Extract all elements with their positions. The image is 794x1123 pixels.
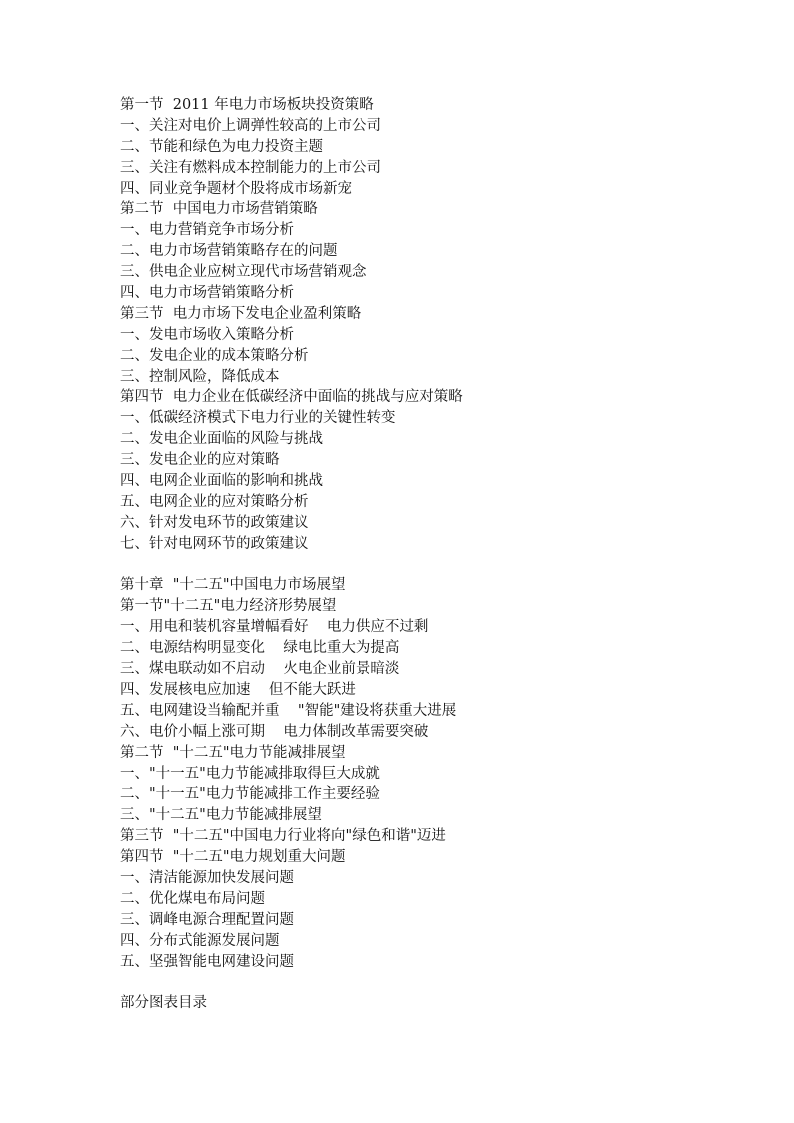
toc-entry: 二、电源结构明显变化 绿电比重大为提高 <box>120 640 400 657</box>
toc-entry: 三、发电企业的应对策略 <box>120 452 280 469</box>
toc-entry: 三、供电企业应树立现代市场营销观念 <box>120 264 367 281</box>
toc-entry: 第三节 "十二五"中国电力行业将向"绿色和谐"迈进 <box>120 828 446 845</box>
toc-entry: 三、控制风险，降低成本 <box>120 368 280 385</box>
toc-entry: 二、电力市场营销策略存在的问题 <box>120 243 338 260</box>
toc-entry: 四、电网企业面临的影响和挑战 <box>120 473 323 490</box>
toc-entry: 第四节 电力企业在低碳经济中面临的挑战与应对策略 <box>120 389 463 406</box>
toc-entry: 一、发电市场收入策略分析 <box>120 326 294 343</box>
toc-entry: 一、低碳经济模式下电力行业的关键性转变 <box>120 410 396 427</box>
toc-entry: 三、关注有燃料成本控制能力的上市公司 <box>120 159 381 176</box>
toc-entry: 第二节 中国电力市场营销策略 <box>120 201 318 218</box>
toc-section-chapter-9-end <box>120 95 760 555</box>
toc-entry: 三、煤电联动如不启动 火电企业前景暗淡 <box>120 661 400 678</box>
toc-entry: 四、发展核电应加速 但不能大跃进 <box>120 681 356 698</box>
toc-entry: 二、"十一五"电力节能减排工作主要经验 <box>120 786 380 803</box>
toc-entry: 一、"十一五"电力节能减排取得巨大成就 <box>120 765 380 782</box>
toc-entry: 五、电网企业的应对策略分析 <box>120 493 309 510</box>
toc-entry: 第三节 电力市场下发电企业盈利策略 <box>120 305 362 322</box>
toc-entry: 六、针对发电环节的政策建议 <box>120 514 309 531</box>
toc-entry: 一、清洁能源加快发展问题 <box>120 869 294 886</box>
toc-entry: 五、电网建设当输配并重 "智能"建设将获重大进展 <box>120 702 457 719</box>
toc-entry: 第四节 "十二五"电力规划重大问题 <box>120 849 346 866</box>
table-of-contents <box>120 95 760 1014</box>
toc-entry: 四、同业竞争题材个股将成市场新宠 <box>120 180 352 197</box>
toc-entry: 第一节"十二五"电力经济形势展望 <box>120 598 337 615</box>
toc-entry: 二、节能和绿色为电力投资主题 <box>120 138 323 155</box>
toc-entry: 七、针对电网环节的政策建议 <box>120 535 309 552</box>
toc-entry: 三、"十二五"电力节能减排展望 <box>120 807 322 824</box>
toc-entry: 第二节 "十二五"电力节能减排展望 <box>120 744 346 761</box>
toc-entry: 一、关注对电价上调弹性较高的上市公司 <box>120 117 381 134</box>
toc-section-chapter-10 <box>120 575 760 972</box>
toc-entry: 二、发电企业的成本策略分析 <box>120 347 309 364</box>
toc-entry: 第十章 "十二五"中国电力市场展望 <box>120 577 346 594</box>
section-gap <box>120 555 760 576</box>
toc-entry: 三、调峰电源合理配置问题 <box>120 911 294 928</box>
toc-entry: 一、电力营销竞争市场分析 <box>120 222 294 239</box>
toc-entry: 四、电力市场营销策略分析 <box>120 285 294 302</box>
toc-entry: 一、用电和装机容量增幅看好 电力供应不过剩 <box>120 619 429 636</box>
toc-entry: 六、电价小幅上涨可期 电力体制改革需要突破 <box>120 723 429 740</box>
section-gap <box>120 972 760 993</box>
toc-entry: 四、分布式能源发展问题 <box>120 932 280 949</box>
toc-entry: 二、优化煤电布局问题 <box>120 890 265 907</box>
toc-entry: 五、坚强智能电网建设问题 <box>120 953 294 970</box>
toc-entry: 二、发电企业面临的风险与挑战 <box>120 431 323 448</box>
chart-list-heading: 部分图表目录 <box>120 995 207 1012</box>
toc-entry: 第一节 2011 年电力市场板块投资策略 <box>120 97 374 113</box>
